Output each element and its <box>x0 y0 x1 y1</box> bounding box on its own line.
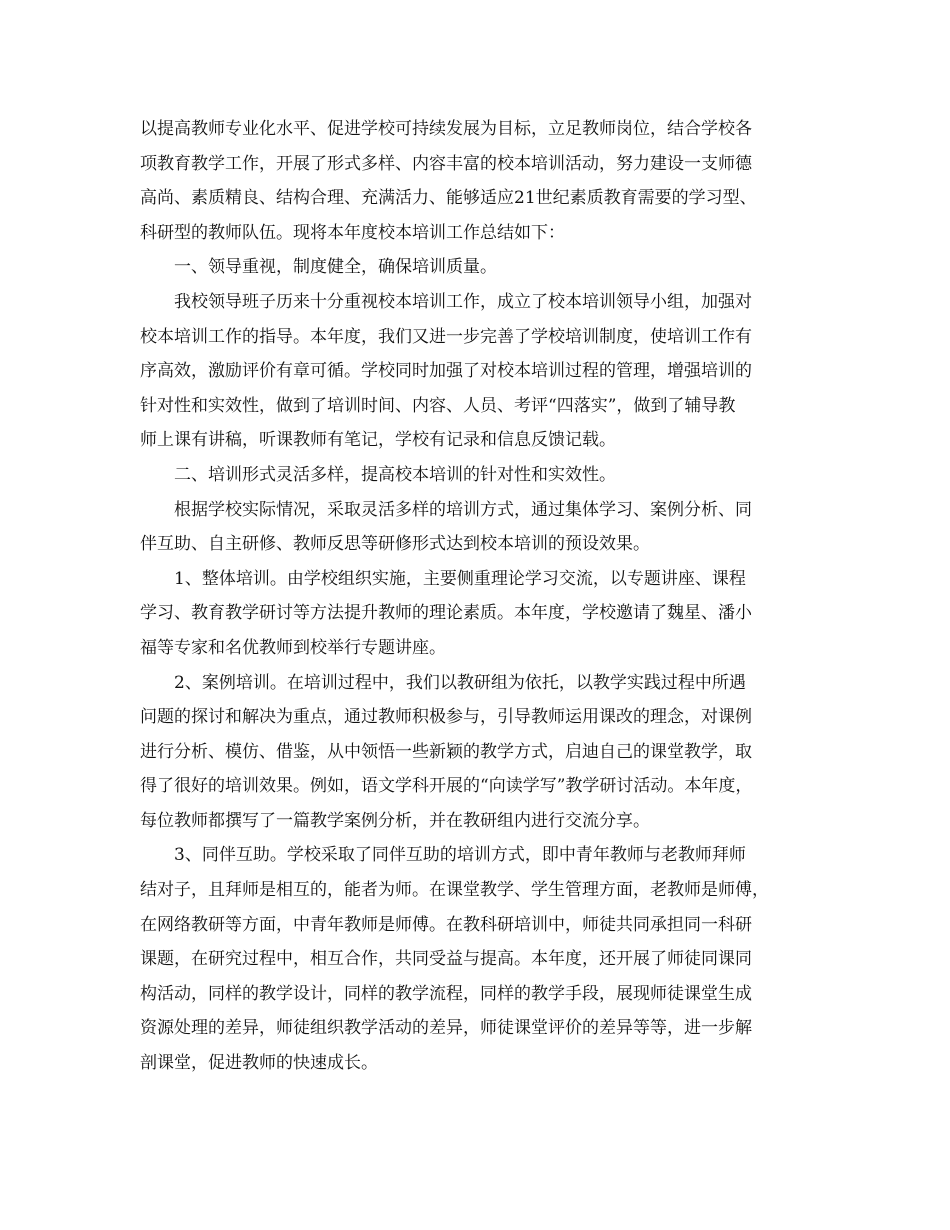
body-line: 福等专家和名优教师到校举行专题讲座。 <box>140 637 446 658</box>
body-line: 高尚、素质精良、结构合理、充满活力、能够适应21世纪素质教育需要的学习型、 <box>140 188 757 209</box>
body-line: 得了很好的培训效果。例如，语文学科开展的“向读学写”教学研讨活动。本年度， <box>140 776 753 797</box>
body-line: 师上课有讲稿，听课教师有笔记，学校有记录和信息反馈记载。 <box>140 430 616 451</box>
body-line: 校本培训工作的指导。本年度，我们又进一步完善了学校培训制度，使培训工作有 <box>140 326 752 347</box>
section-heading: 一、领导重视，制度健全，确保培训质量。 <box>174 257 497 278</box>
body-line: 以提高教师专业化水平、促进学校可持续发展为目标，立足教师岗位，结合学校各 <box>140 119 752 139</box>
body-line: 伴互助、自主研修、教师反思等研修形式达到校本培训的预设效果。 <box>140 534 650 555</box>
body-line: 进行分析、模仿、借鉴，从中领悟一些新颖的教学方式，启迪自己的课堂教学，取 <box>140 741 752 762</box>
body-line: 序高效，激励评价有章可循。学校同时加强了对校本培训过程的管理，增强培训的 <box>140 361 752 382</box>
document-body <box>140 112 830 1081</box>
body-line: 针对性和实效性，做到了培训时间、内容、人员、考评“四落实”，做到了辅导教 <box>140 395 736 416</box>
body-line: 构活动，同样的教学设计，同样的教学流程，同样的教学手段，展现师徒课堂生成 <box>140 983 752 1004</box>
paragraph-first-line: 3、同伴互助。学校采取了同伴互助的培训方式，即中青年教师与老教师拜师 <box>174 845 746 866</box>
paragraph-first-line: 1、整体培训。由学校组织实施，主要侧重理论学习交流，以专题讲座、课程 <box>174 568 746 589</box>
body-line: 科研型的教师队伍。现将本年度校本培训工作总结如下： <box>140 222 565 243</box>
body-line: 结对子，且拜师是相互的，能者为师。在课堂教学、学生管理方面，老教师是师傅， <box>140 880 769 901</box>
body-line: 项教育教学工作，开展了形式多样、内容丰富的校本培训活动，努力建设一支师德 <box>140 153 752 174</box>
body-line: 学习、教育教学研讨等方法提升教师的理论素质。本年度，学校邀请了魏星、潘小 <box>140 603 752 624</box>
paragraph-first-line: 我校领导班子历来十分重视校本培训工作，成立了校本培训领导小组，加强对 <box>174 291 752 312</box>
paragraph-first-line: 根据学校实际情况，采取灵活多样的培训方式，通过集体学习、案例分析、同 <box>174 499 752 520</box>
body-line: 资源处理的差异，师徒组织教学活动的差异，师徒课堂评价的差异等等，进一步解 <box>140 1018 752 1039</box>
paragraph-first-line: 2、案例培训。在培训过程中，我们以教研组为依托，以教学实践过程中所遇 <box>174 672 746 693</box>
section-heading: 二、培训形式灵活多样，提高校本培训的针对性和实效性。 <box>174 464 616 485</box>
body-line: 剖课堂，促进教师的快速成长。 <box>140 1053 378 1074</box>
body-line: 课题，在研究过程中，相互合作，共同受益与提高。本年度，还开展了师徒同课同 <box>140 949 752 970</box>
body-line: 每位教师都撰写了一篇教学案例分析，并在教研组内进行交流分享。 <box>140 810 650 831</box>
body-line: 问题的探讨和解决为重点，通过教师积极参与，引导教师运用课改的理念，对课例 <box>140 707 752 728</box>
body-line: 在网络教研等方面，中青年教师是师傅。在教科研培训中，师徒共同承担同一科研 <box>140 914 752 935</box>
